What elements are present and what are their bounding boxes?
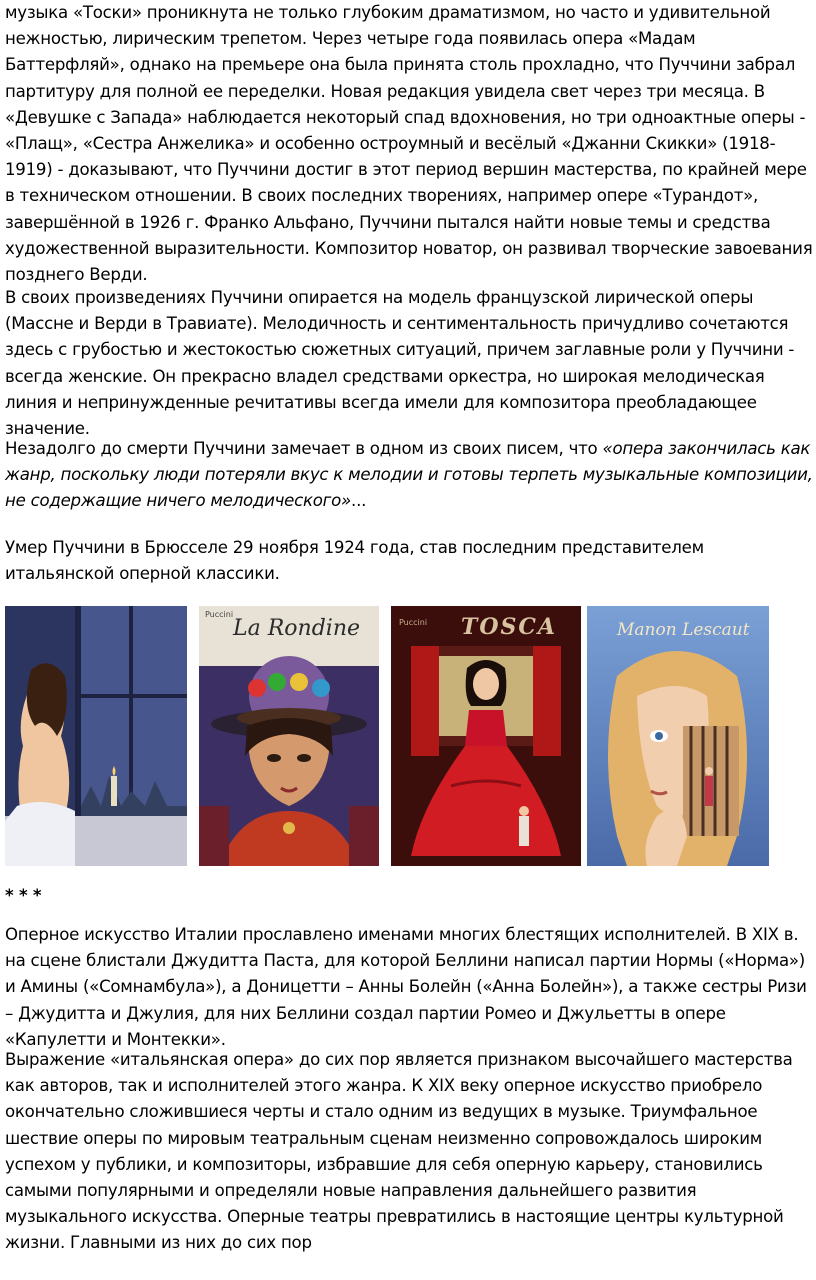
letter-ellipsis: ... [351, 491, 367, 511]
poster-tosca-subtitle: Puccini [399, 618, 428, 627]
poster-manon-lescaut-title: Manon Lescaut [617, 620, 750, 640]
section-separator: * * * [5, 886, 42, 905]
paragraph-italian-singers: Оперное искусство Италии прославлено именами многих блестящих исполнителей. В XIX в. на сцене блистали Джудитта Паста, для которой Беллини написал партии Нормы («Норма») и Амины («Сомнамбула»), а Доницетти – Анны Болейн («Анна Болейн»), а также сестры Ризи – Джудитта и Джулия, для них Беллини создал партии Ромео и Джульетты в опере «Капулетти и Монтекки». [5, 925, 807, 1049]
poster-la-rondine [199, 606, 379, 866]
poster-woman-window [5, 606, 187, 866]
paragraph-puccini-letter [5, 436, 813, 515]
letter-intro: Незадолго до смерти Пуччини замечает в одном из своих писем, что [5, 439, 603, 458]
paragraph-puccini-works: музыка «Тоски» проникнута не только глубоким драматизмом, но часто и удивительной нежностью, лирическим трепетом. Через четыре года появилась опера «Мадам Баттерфляй», однако на премьере она была принята столь прохладно, что Пуччини забрал партитуру для полной ее переделки. Новая редакция увидела свет через три месяца. В «Девушке с Запада» наблюдается некоторый спад вдохновения, но три одноактные оперы - «Плащ», «Сестра Анжелика» и особенно остроумный и весёлый «Джанни Скикки» (1918-1919) - доказывают, что Пуччини достиг в этот период вершин мастерства, по крайней мере в техническом отношении. В своих последних творениях, например опере «Турандот», завершённой в 1926 г. Франко Альфано, Пуччини пытался найти новые темы и средства художественной выразительности. Композитор новатор, он развивал творческие завоевания позднего Верди. [5, 3, 813, 285]
paragraph-puccini-style: В своих произведениях Пуччини опирается на модель французской лирической оперы (Массне и Верди в Травиате). Мелодичность и сентиментальность причудливо сочетаются здесь с грубостью и жестокостью сюжетных ситуаций, причем заглавные роли у Пуччини - всегда женские. Он прекрасно владел средствами оркестра, но широкая мелодическая линия и непринужденные речитативы всегда имели для композитора преобладающее значение. [5, 288, 795, 439]
paragraph-puccini-death: Умер Пуччини в Брюсселе 29 ноября 1924 года, став последним представителем итальянской оперной классики. [5, 538, 704, 584]
poster-tosca [391, 606, 581, 866]
poster-la-rondine-subtitle: Puccini [205, 610, 234, 619]
poster-tosca-title: TOSCA [461, 614, 558, 640]
poster-la-rondine-title: La Rondine [233, 616, 361, 641]
poster-manon-lescaut [587, 606, 769, 866]
letter-quote: «опера закончилась как жанр, поскольку люди потеряли вкус к мелодии и готовы терпеть музыкальные композиции, не содержащие ничего мелодического» [5, 439, 813, 511]
opera-posters-row [5, 606, 813, 868]
paragraph-italian-opera: Выражение «итальянская опера» до сих пор является признаком высочайшего мастерства как авторов, так и исполнителей этого жанра. К XIX веку оперное искусство приобрело окончательно сложившиеся черты и стало одним из ведущих в музыке. Триумфальное шествие оперы по мировым театральным сценам неизменно сопровождалось широким успехом у публики, и композиторы, избравшие для себя оперную карьеру, становились самыми популярными и определяли новые направления дальнейшего развития музыкального искусства. Оперные театры превратились в настоящие центры культурной жизни. Главными из них до сих пор [5, 1050, 793, 1253]
